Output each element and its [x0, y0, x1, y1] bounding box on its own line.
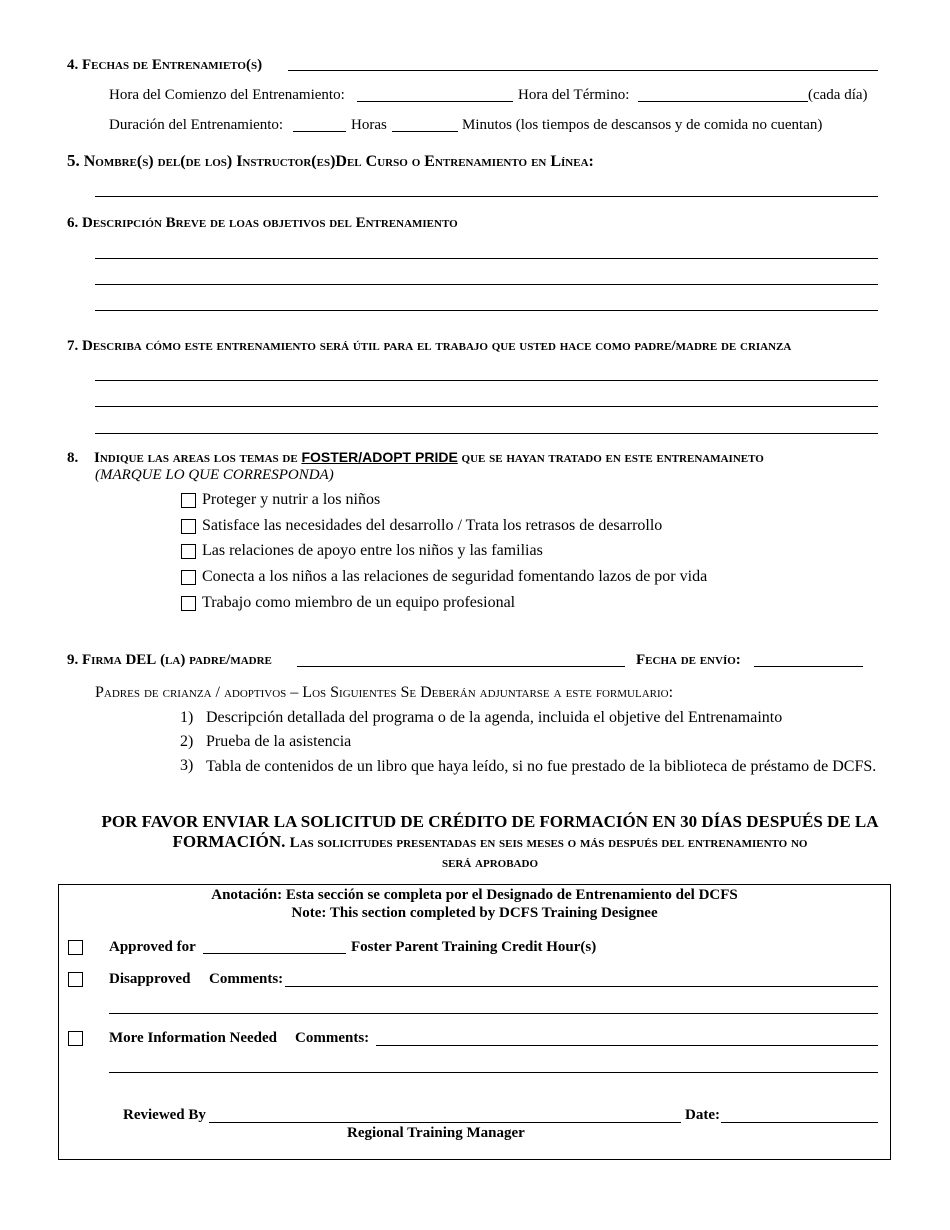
checkbox-disapproved[interactable] [68, 972, 83, 987]
instructor-name-field[interactable] [95, 196, 878, 197]
more-info-comments-label: Comments: [295, 1030, 370, 1046]
credit-hours-field[interactable] [203, 953, 346, 954]
section-4-title: Fechas de Entrenamieto(s) [82, 57, 263, 73]
objectives-line-3[interactable] [95, 310, 878, 311]
section-6-heading: 6. Descripción Breve de loas objetivos del Entrenamiento [67, 215, 458, 231]
section-7-title: Describa cómo este entrenamiento será útil para el trabajo que usted hace como padre/madre de crianza [82, 338, 792, 354]
more-info-label: More Information Needed [109, 1030, 278, 1046]
submission-date-label: Fecha de envío: [636, 652, 741, 668]
duration-label: Duración del Entrenamiento: [109, 117, 284, 133]
hours-label: Horas [351, 117, 387, 133]
section-5-heading: 5. Nombre(s) del(de los) Instructor(es)Del Curso o Entrenamiento en Línea: [67, 151, 594, 170]
disapproved-comments-field[interactable] [285, 986, 878, 987]
option-professional-team: Trabajo como miembro de un equipo profesional [202, 594, 516, 611]
parent-signature-field[interactable] [297, 666, 625, 667]
section-5-title: Nombre(s) del(de los) Instructor(es)Del Curso o Entrenamiento en Línea: [83, 153, 594, 170]
attachment-item-1: Descripción detallada del programa o de la agenda, incluida el objetive del Entrenamainto [206, 709, 783, 726]
foster-adopt-pride-text: FOSTER/ADOPT PRIDE [301, 449, 458, 465]
checkbox-professional-team[interactable] [181, 596, 196, 611]
section-8-title-a: Indique las areas los temas de [94, 450, 302, 466]
each-day-label: (cada día) [808, 87, 868, 103]
attachment-number-3: 3) [180, 757, 194, 774]
objectives-line-2[interactable] [95, 284, 878, 285]
start-time-field[interactable] [357, 101, 513, 102]
attachments-heading: Padres de crianza / adoptivos – Los Siguientes Se Deberán adjuntarse a este formulario: [95, 684, 674, 701]
checkbox-lifetime-connections[interactable] [181, 570, 196, 585]
attachment-item-2: Prueba de la asistencia [206, 733, 352, 750]
checkbox-protect-nurture[interactable] [181, 493, 196, 508]
section-6-title: Descripción Breve de loas objetivos del Entrenamiento [82, 215, 458, 231]
usefulness-line-3[interactable] [95, 433, 878, 434]
approved-label: Approved for [109, 939, 196, 955]
attachment-item-3: Tabla de contenidos de un libro que haya leído, si no fue prestado de la biblioteca de préstamo de DCFS. [206, 758, 877, 775]
option-supportive-relationships: Las relaciones de apoyo entre los niños y las familias [202, 542, 543, 559]
more-info-comments-field[interactable] [376, 1045, 878, 1046]
disapproved-label: Disapproved [109, 971, 191, 987]
option-protect-nurture: Proteger y nutrir a los niños [202, 491, 381, 508]
submission-notice: POR FAVOR ENVIAR LA SOLICITUD DE CRÉDITO DE FORMACIÓN EN 30 DÍAS DESPUÉS DE LA FORMACIÓN. Las solicitudes presentadas en seis meses o más después del entrenamiento no será aprobado [101, 812, 879, 871]
start-time-label: Hora del Comienzo del Entrenamiento: [109, 87, 345, 103]
more-info-comments-line-2[interactable] [109, 1072, 878, 1073]
disapproved-comments-line-2[interactable] [109, 1013, 878, 1014]
usefulness-line-2[interactable] [95, 406, 878, 407]
objectives-line-1[interactable] [95, 258, 878, 259]
checkbox-supportive-relationships[interactable] [181, 544, 196, 559]
end-time-label: Hora del Término: [518, 87, 630, 103]
checkbox-developmental-needs[interactable] [181, 519, 196, 534]
checkbox-approved[interactable] [68, 940, 83, 955]
credit-hours-label: Foster Parent Training Credit Hour(s) [351, 939, 597, 955]
section-8-title-c: que se hayan tratado en este entrenamaineto [457, 450, 764, 466]
section-7-heading: 7. Describa cómo este entrenamiento será útil para el trabajo que usted hace como padre/madre de crianza [67, 338, 792, 354]
minutes-label: Minutos (los tiempos de descansos y de comida no cuentan) [462, 117, 823, 133]
duration-hours-field[interactable] [293, 131, 346, 132]
training-dates-field[interactable] [288, 70, 878, 71]
usefulness-line-1[interactable] [95, 380, 878, 381]
designee-note: Anotación: Esta sección se completa por el Designado de Entrenamiento del DCFS Note: This section completed by DCFS Training Designee [211, 887, 738, 921]
option-developmental-needs: Satisface las necesidades del desarrollo / Trata los retrasos de desarrollo [202, 517, 663, 534]
end-time-field[interactable] [638, 101, 808, 102]
disapproved-comments-label: Comments: [209, 971, 284, 987]
attachment-number-2: 2) [180, 733, 194, 750]
section-8-subtitle: (MARQUE LO QUE CORRESPONDA) [95, 467, 334, 483]
submission-date-field[interactable] [754, 666, 863, 667]
reviewed-by-label: Reviewed By [123, 1107, 206, 1123]
section-9-heading: 9. Firma DEL (la) padre/madre [67, 652, 272, 668]
attachment-number-1: 1) [180, 709, 194, 726]
section-4-heading: 4. Fechas de Entrenamieto(s) [67, 57, 263, 73]
reviewed-by-field[interactable] [209, 1122, 681, 1123]
regional-training-manager-label: Regional Training Manager [347, 1125, 525, 1141]
section-8-heading: 8. Indique las areas los temas de FOSTER/ADOPT PRIDE que se hayan tratado en este entrenamaineto [67, 449, 764, 466]
review-date-label: Date: [685, 1107, 720, 1123]
review-date-field[interactable] [721, 1122, 878, 1123]
checkbox-more-info[interactable] [68, 1031, 83, 1046]
option-lifetime-connections: Conecta a los niños a las relaciones de seguridad fomentando lazos de por vida [202, 568, 708, 585]
duration-minutes-field[interactable] [392, 131, 458, 132]
